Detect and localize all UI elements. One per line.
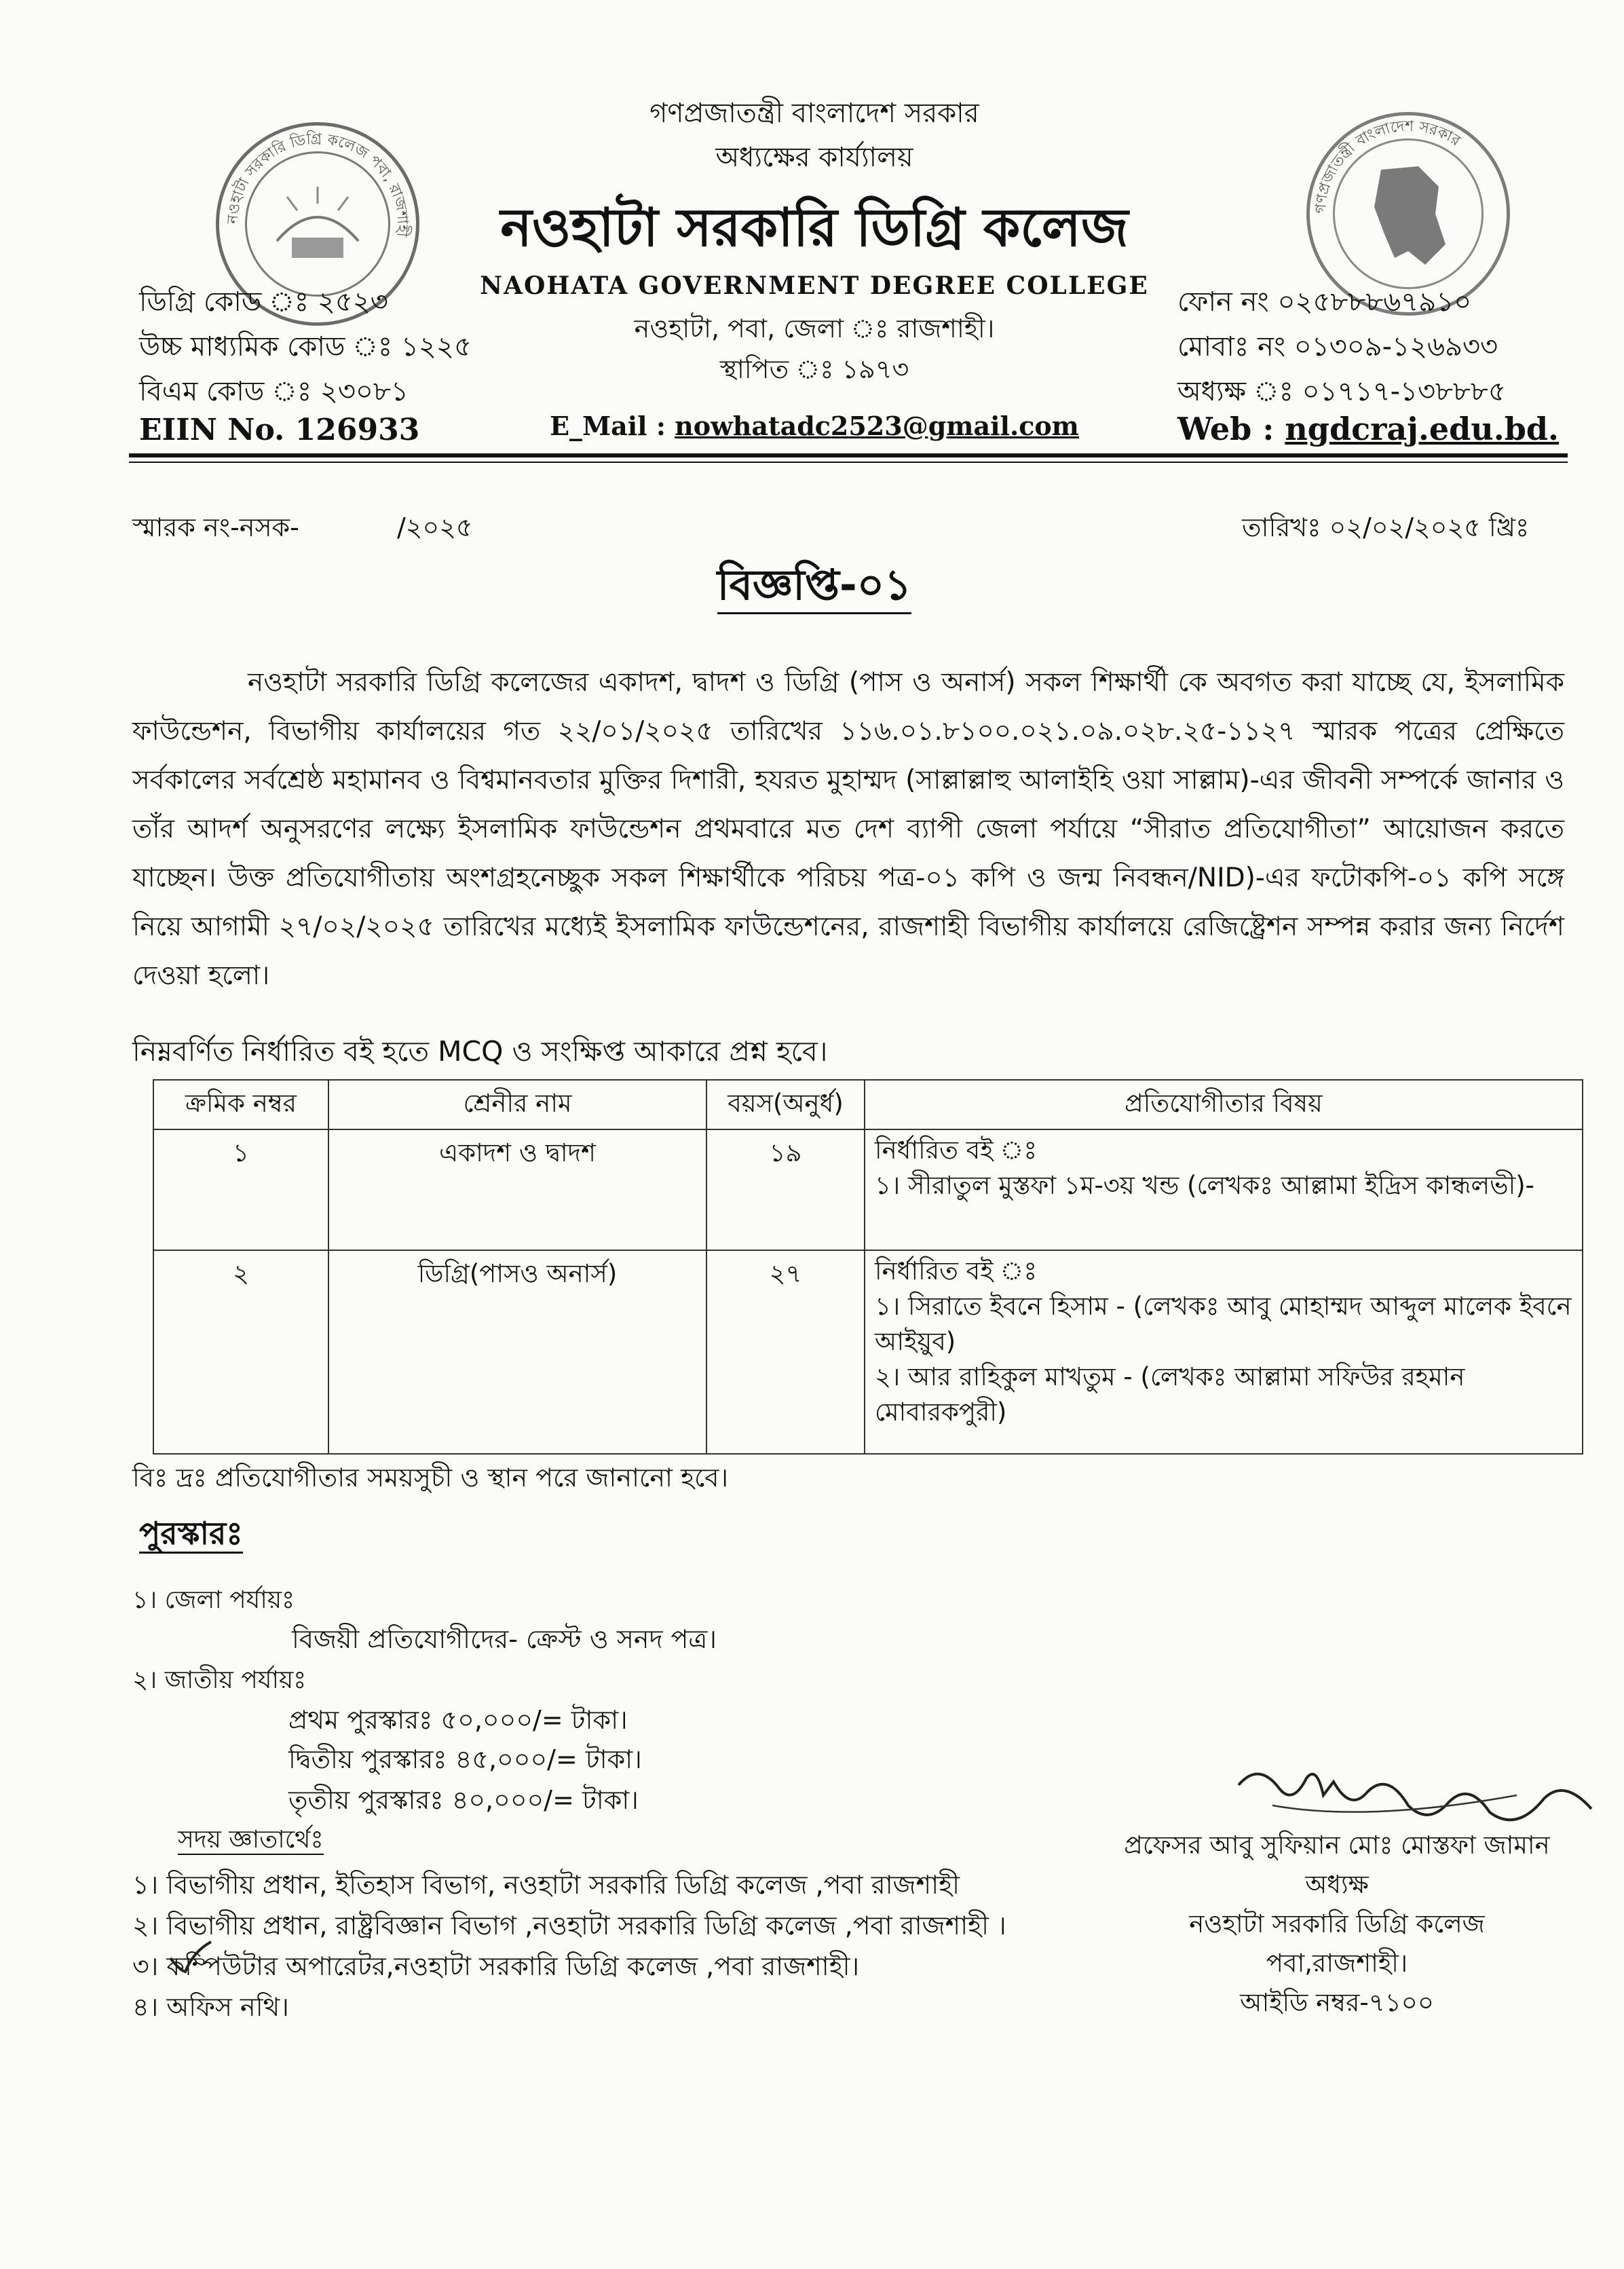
- phone-number: ফোন নং ০২৫৮৮৮৬৭৯১০: [1177, 286, 1472, 318]
- cell-class: ডিগ্রি(পাসও অনার্স): [328, 1250, 706, 1454]
- college-name-english: NAOHATA GOVERNMENT DEGREE COLLEGE: [480, 271, 1149, 300]
- government-name: গণপ্রজাতন্ত্রী বাংলাদেশ সরকার: [649, 98, 979, 129]
- signatory-college: নওহাটা সরকারি ডিগ্রি কলেজ: [1189, 1909, 1485, 1938]
- checkmark-icon: [166, 1938, 214, 1979]
- header-age: বয়স(অনুর্ধ): [706, 1080, 865, 1129]
- website-line: [1177, 411, 1559, 447]
- cell-class: একাদশ ও দ্বাদশ: [328, 1129, 706, 1250]
- signatory-id: আইডি নম্বর-৭১০০: [1240, 1988, 1434, 2017]
- header-class: শ্রেনীর নাম: [328, 1080, 706, 1129]
- table-row: [153, 1129, 1583, 1250]
- degree-code: ডিগ্রি কোড ঃ ২৫২৩: [139, 286, 388, 318]
- subject-item: ১। সিরাতে ইবনে হিসাম - (লেখকঃ আবু মোহাম্মদ আব্দুল মালেক ইবনে আইয়ুব): [875, 1292, 1572, 1356]
- copy-heading: সদয় জ্ঞাতার্থেঃ: [178, 1826, 324, 1854]
- signatory-place: পবা,রাজশাহী।: [1266, 1949, 1408, 1978]
- cell-age: ২৭: [706, 1250, 865, 1454]
- question-format-line: নিম্নবর্ণিত নির্ধারিত বই হতে MCQ ও সংক্ষিপ্ত আকারে প্রশ্ন হবে।: [132, 1035, 828, 1068]
- college-address: নওহাটা, পবা, জেলা ঃ রাজশাহী।: [634, 314, 995, 343]
- copy-item: ৪। অফিস নথি।: [132, 1992, 289, 2022]
- established-year: স্থাপিত ঃ ১৯৭৩: [719, 354, 909, 384]
- contact-numbers: [1177, 280, 1506, 414]
- office-name: অধ্যক্ষের কার্য্যালয়: [715, 142, 913, 173]
- email-address[interactable]: nowhatadc2523@gmail.com: [675, 411, 1079, 441]
- email-line: [475, 411, 1154, 441]
- subject-item: ২। আর রাহিকুল মাখতুম - (লেখকঃ আল্লামা সফিউর রহমান মোবারকপুরী): [875, 1362, 1465, 1427]
- college-name-bangla: নওহাটা সরকারি ডিগ্রি কলেজ: [500, 198, 1129, 259]
- cell-subject: [865, 1129, 1583, 1250]
- copy-item: ১। বিভাগীয় প্রধান, ইতিহাস বিভাগ, নওহাটা সরকারি ডিগ্রি কলেজ ,পবা রাজশাহী: [132, 1870, 960, 1900]
- district-level-label: ১। জেলা পর্যায়ঃ: [132, 1586, 295, 1614]
- competition-table: [153, 1079, 1583, 1455]
- notice-title: বিজ্ঞপ্তি-০১: [679, 553, 950, 623]
- copy-item: ২। বিভাগীয় প্রধান, রাষ্ট্রবিজ্ঞান বিভাগ ,নওহাটা সরকারি ডিগ্রি কলেজ ,পবা রাজশাহী ।: [132, 1911, 1006, 1940]
- national-level-label: ২। জাতীয় পর্যায়ঃ: [132, 1666, 307, 1694]
- hsc-code: উচ্চ মাধ্যমিক কোড ঃ ১২২৫: [139, 331, 472, 362]
- memo-label: স্মারক নং-নসক-: [132, 512, 299, 542]
- subject-heading: নির্ধারিত বই ঃ: [875, 1136, 1038, 1165]
- subject-heading: নির্ধারিত বই ঃ: [875, 1256, 1038, 1286]
- college-codes: [139, 280, 472, 414]
- table-header-row: [153, 1080, 1583, 1129]
- third-prize: তৃতীয় পুরস্কারঃ ৪০,০০০/= টাকা।: [288, 1785, 639, 1815]
- notice-body: নওহাটা সরকারি ডিগ্রি কলেজের একাদশ, দ্বাদশ ও ডিগ্রি (পাস ও অনার্স) সকল শিক্ষার্থী কে অবগত করা যাচ্ছে যে, ইসলামিক ফাউন্ডেশন, বিভাগীয় কার্যালয়ের গত ২২/০১/২০২৫ তারিখের ১১৬.০১.৮১০০.০২১.০৯.০২৮.২৫-১১২৭ স্মারক পত্রের প্রেক্ষিতে সর্বকালের সর্বশ্রেষ্ঠ মহামানব ও বিশ্বমানবতার মুক্তির দিশারী, হযরত মুহাম্মদ (সাল্লাল্লাহু আলাইহি ওয়া সাল্লাম)-এর জীবনী সম্পর্কে জানার ও তাঁর আদর্শ অনুসরণের লক্ষ্যে ইসলামিক ফাউন্ডেশন প্রথমবারে মত দেশ ব্যাপী জেলা পর্যায়ে “সীরাত প্রতিযোগীতা” আয়োজন করতে যাচ্ছেন। উক্ত প্রতিযোগীতায় অংশগ্রহনেচ্ছুক সকল শিক্ষার্থীকে পরিচয় পত্র-০১ কপি ও জন্ম নিবন্ধন/NID)-এর ফটোকপি-০১ কপি সঙ্গে নিয়ে আগামী ২৭/০২/২০২৫ তারিখের মধ্যেই ইসলামিক ফাউন্ডেশনের, রাজশাহী বিভাগীয় কার্যালয়ে রেজিষ্ট্রেশন সম্পন্ন করার জন্য নির্দেশ দেওয়া হলো।: [132, 667, 1564, 991]
- header-subject: প্রতিযোগীতার বিষয়: [865, 1080, 1583, 1129]
- mobile-number: মোবাঃ নং ০১৩০৯-১২৬৯৩৩: [1177, 331, 1498, 362]
- cell-age: ১৯: [706, 1129, 865, 1250]
- notice-date: তারিখঃ ০২/০২/২০২৫ খ্রিঃ: [1242, 512, 1530, 542]
- signatory-name: প্রফেসর আবু সুফিয়ান মোঃ মোস্তফা জামান: [1124, 1831, 1550, 1860]
- principal-number: অধ্যক্ষ ঃ ০১৭১৭-১৩৮৮৮৫: [1177, 376, 1506, 407]
- bm-code: বিএম কোড ঃ ২৩০৮১: [139, 376, 409, 407]
- header-divider-thin: [129, 462, 1568, 463]
- eiin-number: EIIN No. 126933: [139, 413, 420, 447]
- prizes-heading: পুরস্কারঃ: [139, 1510, 243, 1562]
- memo-number: /২০২৫: [397, 512, 473, 542]
- cell-serial: ১: [153, 1129, 328, 1250]
- signatory-title: অধ্যক্ষ: [1305, 1870, 1369, 1899]
- cell-serial: ২: [153, 1250, 328, 1454]
- svg-text:নওহাটা সরকারি ডিগ্রি কলেজ পবা,: নওহাটা সরকারি ডিগ্রি কলেজ পবা, রাজশাহী: [224, 130, 411, 238]
- email-label: E_Mail :: [550, 411, 675, 441]
- subject-item: ১। সীরাতুল মুস্তফা ১ম-৩য় খন্ড (লেখকঃ আল্লামা ইদ্রিস কান্ধলভী)-: [875, 1171, 1534, 1200]
- svg-text:গণপ্রজাতন্ত্রী বাংলাদেশ সরকার: গণপ্রজাতন্ত্রী বাংলাদেশ সরকার: [1312, 117, 1464, 214]
- table-row: [153, 1250, 1583, 1454]
- header-serial: ক্রমিক নম্বর: [153, 1080, 328, 1129]
- website-link[interactable]: ngdcraj.edu.bd.: [1285, 411, 1560, 447]
- schedule-note: বিঃ দ্রঃ প্রতিযোগীতার সময়সুচী ও স্থান পরে জানানো হবে।: [132, 1463, 729, 1493]
- first-prize: প্রথম পুরস্কারঃ ৫০,০০০/= টাকা।: [288, 1705, 628, 1735]
- copy-item: ৩। কম্পিউটার অপারেটর,নওহাটা সরকারি ডিগ্রি কলেজ ,পবা রাজশাহী।: [132, 1951, 860, 1981]
- header-divider: [129, 453, 1568, 457]
- district-level-prize: বিজয়ী প্রতিযোগীদের- ক্রেস্ট ও সনদ পত্র।: [292, 1624, 717, 1654]
- cell-subject: [865, 1250, 1583, 1454]
- web-label: Web :: [1177, 411, 1285, 447]
- signatory-block: [1079, 1826, 1595, 2023]
- second-prize: দ্বিতীয় পুরস্কারঃ ৪৫,০০০/= টাকা।: [288, 1744, 642, 1774]
